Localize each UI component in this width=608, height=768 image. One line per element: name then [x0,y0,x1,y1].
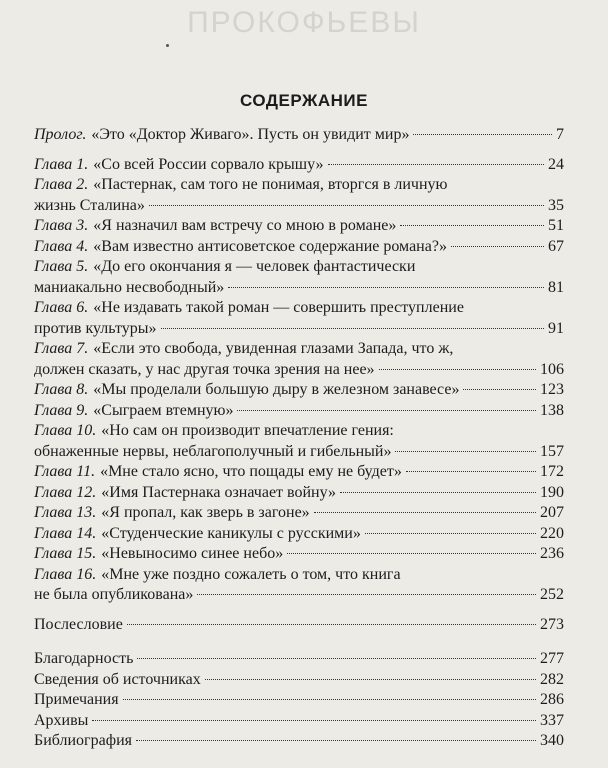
toc-page-number: 51 [548,217,564,234]
dot-leader [395,451,536,452]
toc-entry-label: Глава 14. [34,524,97,542]
toc-entry [34,691,564,712]
toc-entry [34,258,564,299]
toc-page-number: 24 [548,155,564,173]
toc-line [34,616,564,637]
toc-entry [34,340,564,381]
toc-page-number: 273 [540,615,564,633]
toc-entry-title: «Я пропал, как зверь в загоне» [101,504,310,521]
toc-line [34,126,564,147]
toc-line [34,525,564,546]
dot-leader [137,658,536,659]
toc-page-number: 35 [548,196,564,214]
toc-entry-label: Глава 13. [34,504,97,521]
toc-line [34,650,564,671]
toc-entry-title: жизнь Сталина» [34,196,145,214]
dot-leader [406,471,536,472]
toc-entry-title: Послесловие [34,615,123,633]
toc-entry-title: Архивы [34,711,89,729]
toc-entry-title: «Вам известно антисоветское содержание романа?» [93,237,447,255]
toc-entry [34,732,564,753]
toc-entry-label: Глава 16. [34,565,97,583]
toc-page-number: 220 [540,524,564,542]
toc-line [34,381,564,402]
toc-line [34,217,564,238]
toc-entry-title: «До его окончания я — человек фантастически [93,258,416,275]
dot-leader [463,389,536,390]
dot-leader [197,594,536,595]
toc-entry-title: «Это «Доктор Живаго». Пусть он увидит мир» [91,126,410,143]
toc-entry-title: Сведения об источниках [34,670,201,688]
toc-page-number: 7 [556,126,564,143]
toc-entry [34,484,564,505]
toc-entry [34,525,564,546]
toc-entry [34,650,564,671]
toc-entry [34,238,564,259]
toc-page-number: 157 [540,442,564,460]
toc-line [34,279,564,300]
toc-entry-label: Глава 4. [34,237,89,255]
dot-leader [451,246,544,247]
toc-entry-title: Библиография [34,732,132,749]
toc-entry [34,566,564,607]
toc-entry-title: маниакально несвободный» [34,278,225,296]
dot-leader [237,410,536,411]
toc-entry [34,126,564,147]
toc-entry-label: Глава 1. [34,155,89,173]
toc-line [34,156,564,177]
toc-entry-title: «Я назначил вам встречу со мною в романе» [93,217,397,234]
toc-line [34,463,564,484]
toc-entry-label: Глава 11. [34,463,96,480]
toc-page-number: 337 [540,711,564,729]
toc-line [34,504,564,525]
toc-entry-title: «Мне стало ясно, что пощады ему не будет» [100,463,402,480]
dot-leader [365,533,536,534]
toc-entry-title: «Студенческие каникулы с русскими» [101,524,361,542]
toc-line [34,712,564,733]
dot-leader [136,740,536,741]
toc-line [34,484,564,505]
dot-leader [123,699,536,700]
toc-page-number: 286 [540,691,564,708]
toc-entry-title: «Мне уже поздно сожалеть о том, что книга [101,565,401,583]
toc-page-number: 236 [540,545,564,562]
toc-entry-label: Глава 6. [34,299,89,316]
toc-page-number: 277 [540,650,564,667]
toc-line [34,299,564,320]
toc-entry [34,545,564,566]
toc-entry [34,402,564,423]
dot-leader [379,369,536,370]
toc-page-number: 207 [540,504,564,521]
toc-entry [34,712,564,733]
toc-page-number: 123 [540,381,564,398]
toc-entry-title: не была опубликована» [34,586,194,603]
toc-page-number: 81 [548,278,564,296]
toc-line [34,586,564,607]
toc-entry [34,381,564,402]
toc-entry-label: Глава 15. [34,545,97,562]
dot-leader [149,205,544,206]
speck-dot [166,44,169,47]
toc-entry-label: Пролог. [34,126,87,143]
toc-line [34,545,564,566]
toc-entry-title: обнаженные нервы, неблагополучный и гибельный» [34,442,392,460]
toc-entry [34,299,564,340]
toc-entry-title: против культуры» [34,319,157,337]
toc-entry-title: «Мы проделали большую дыру в железном занавесе» [93,381,460,398]
toc-entry [34,156,564,177]
dot-leader [228,287,544,288]
dot-leader [413,134,552,135]
toc-entry [34,422,564,463]
toc-line [34,402,564,423]
toc-page-number: 67 [548,237,564,255]
toc-line [34,238,564,259]
toc-entry [34,616,564,637]
toc-entry-label: Глава 8. [34,381,89,398]
toc-page-number: 282 [540,670,564,688]
toc-line [34,566,564,587]
dot-leader [92,720,536,721]
toc-line [34,732,564,753]
dot-leader [205,679,536,680]
dot-leader [328,164,545,165]
toc-line [34,320,564,341]
toc-entry-title: «Не издавать такой роман — совершить преступление [93,299,464,316]
toc-line [34,361,564,382]
toc-entry-label: Глава 7. [34,340,89,357]
toc-entry-label: Глава 10. [34,422,97,439]
toc-entry-title: «Имя Пастернака означает войну» [101,483,337,501]
toc-page-number: 172 [540,463,564,480]
toc-entry-title: «Сыграем втемную» [93,401,234,419]
toc-entry [34,671,564,692]
toc-entry-title: «Со всей России сорвало крышу» [93,155,324,173]
faded-heading-bleedthrough: ПРОКОФЬЕВЫ [187,6,421,39]
toc-entry-title: «Если это свобода, увиденная глазами Запада, что ж, [93,340,454,357]
toc-page-number: 138 [540,401,564,419]
dot-leader [314,512,536,513]
toc-line [34,258,564,279]
toc-page-number: 190 [540,483,564,501]
toc-entry-label: Глава 2. [34,176,89,193]
dot-leader [127,624,536,625]
toc-entry-title: Примечания [34,691,119,708]
toc-entry [34,217,564,238]
toc-line [34,422,564,443]
toc-entry [34,176,564,217]
toc-page-number: 91 [548,319,564,337]
toc-line [34,197,564,218]
toc-entry [34,504,564,525]
toc-entry-label: Глава 5. [34,258,89,275]
toc-page-number: 252 [540,586,564,603]
toc-page-number: 340 [540,732,564,749]
toc-entry-label: Глава 9. [34,401,89,419]
toc-line [34,443,564,464]
toc-entry-label: Глава 12. [34,483,97,501]
toc-line [34,340,564,361]
toc-entry-label: Глава 3. [34,217,89,234]
dot-leader [161,328,544,329]
page-title: СОДЕРЖАНИЕ [240,91,368,110]
dot-leader [340,492,536,493]
toc-entry-title: должен сказать, у нас другая точка зрения на нее» [34,360,375,378]
toc-line [34,671,564,692]
table-of-contents [34,126,564,753]
toc-entry-title: Благодарность [34,650,134,667]
toc-entry [34,463,564,484]
dot-leader [400,225,544,226]
dot-leader [287,553,536,554]
toc-line [34,176,564,197]
toc-entry-title: «Невыносимо синее небо» [101,545,284,562]
toc-line [34,691,564,712]
toc-entry-title: «Но сам он производит впечатление гения: [101,422,394,439]
toc-page-number: 106 [540,360,564,378]
toc-entry-title: «Пастернак, сам того не понимая, вторгся в личную [93,176,448,193]
